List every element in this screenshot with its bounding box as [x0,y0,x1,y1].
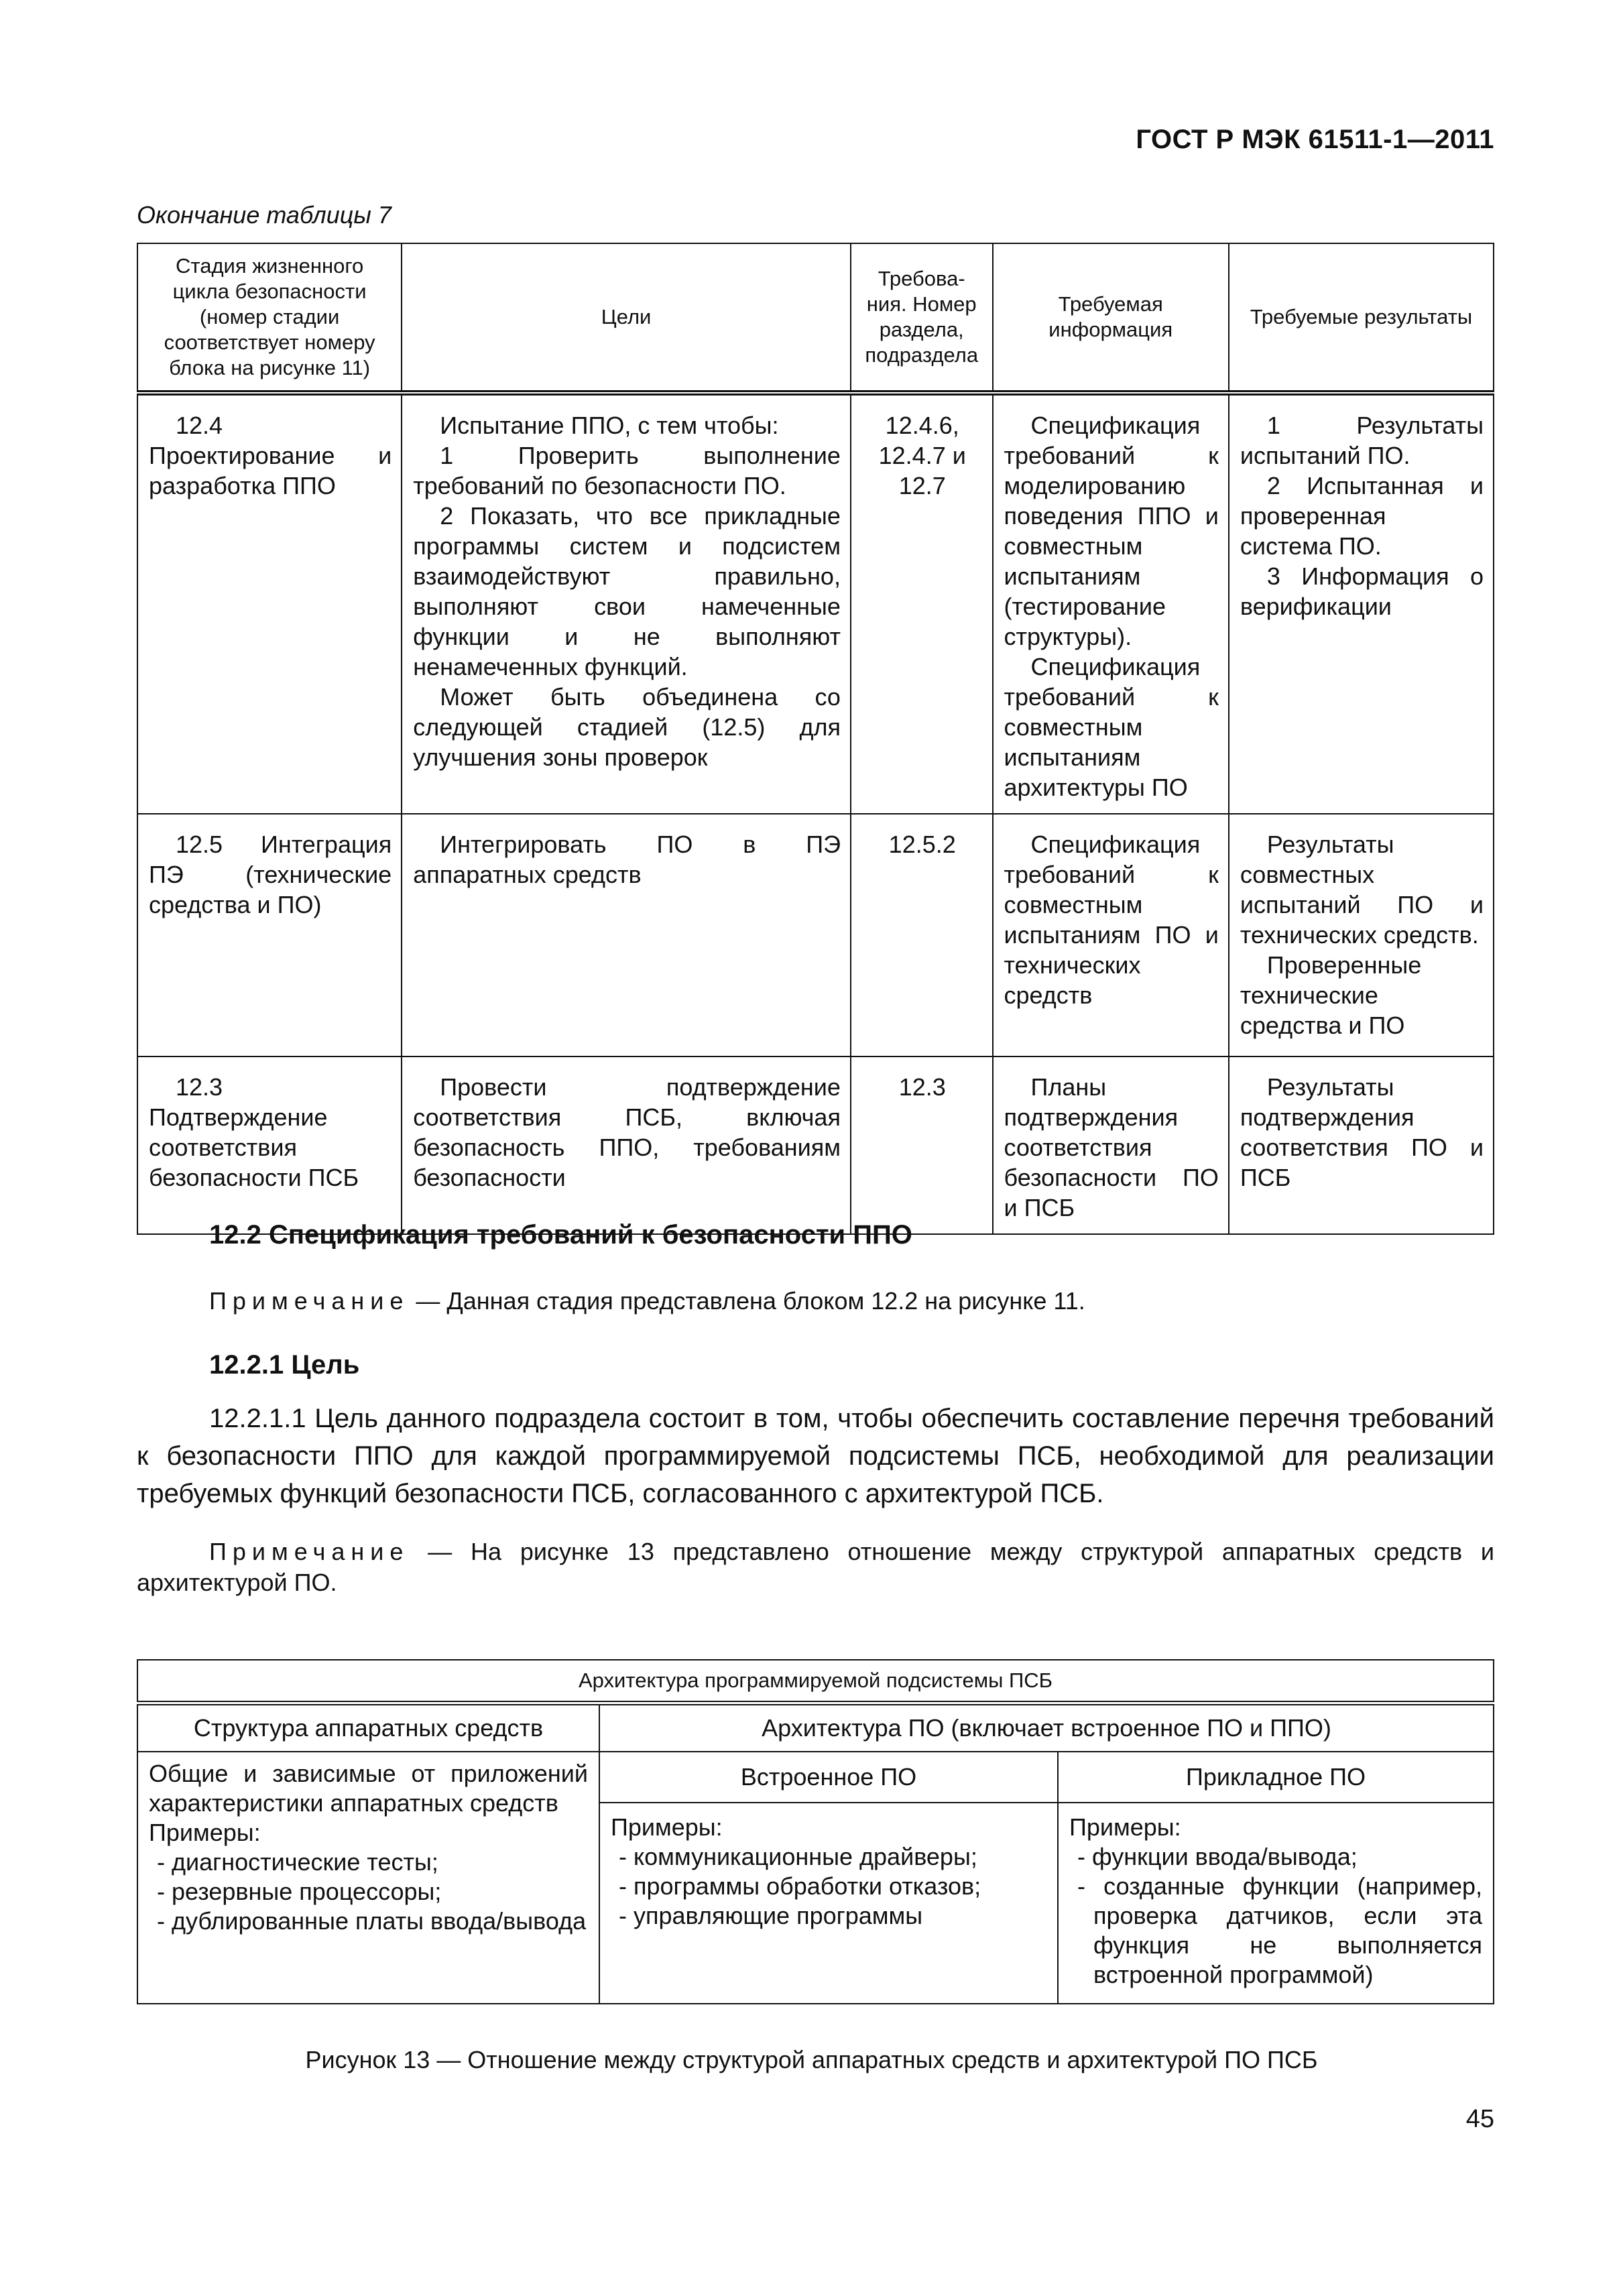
section-12-2-title: 12.2 Спецификация требований к безопасности ППО [209,1220,912,1250]
info-line: Спецификация требований к совместным испытаниям архитектуры ПО [1004,653,1219,801]
application-examples-label: Примеры: [1069,1813,1181,1841]
header-req-line: подраздела [865,343,979,367]
req-line: 12.4.7 и [878,442,966,469]
table-row [137,1056,1494,1234]
info-line: Спецификация требований к моделированию поведения ППО и совместным испытаниям (тестирование структуры). [1004,412,1219,650]
hw-cell [137,1752,599,2004]
list-item: - программы обработки отказов; [619,1872,981,1900]
hw-text: Общие и зависимые от приложений характеристики аппаратных средств [149,1759,588,1817]
document-header: ГОСТ Р МЭК 61511-1—2011 [1136,125,1494,154]
result-line: 3 Информация о верификации [1240,562,1484,620]
header-req-line: Требова- [878,267,965,290]
header-info: Требуемая информация [993,243,1229,393]
note-label: Примечание [209,1287,410,1315]
list-item: - дублированные платы ввода/вывода [157,1907,587,1935]
list-item: - диагностические тесты; [157,1848,438,1876]
cell-results [1229,814,1494,1056]
req-line: 12.5.2 [888,831,956,858]
hw-header: Структура аппаратных средств [137,1703,599,1752]
stage-text: 12.3 Подтверждение соответствия безопасности ПСБ [149,1073,359,1191]
figure-caption: Рисунок 13 — Отношение между структурой аппаратных средств и архитектурой ПО ПСБ [305,2046,1318,2073]
section-12-2-1-note [137,1536,1494,1598]
table-caption: Окончание таблицы 7 [137,201,392,229]
header-req-line: ния. Номер [866,292,977,316]
figure-title-row [137,1660,1494,1703]
goal-line: 2 Показать, что все прикладные программы систем и подсистем взаимодействуют правильно, выполняют свои намеченные функции и не выполняют ненамеченных функций. [413,502,841,680]
cell-requirements [851,1056,993,1234]
cell-info [993,814,1229,1056]
hw-examples-label: Примеры: [149,1818,261,1846]
header-requirements [851,243,993,393]
embedded-cell [599,1803,1058,2004]
table-row [137,814,1494,1056]
header-req-line: раздела, [879,318,964,341]
list-item: - управляющие программы [619,1901,923,1929]
result-line: 2 Испытанная и проверенная система ПО. [1240,472,1484,560]
info-line: Планы подтверждения соответствия безопасности ПО и ПСБ [1004,1073,1219,1221]
embedded-header: Встроенное ПО [599,1752,1058,1803]
table-row [137,393,1494,814]
goal-line: Испытание ППО, с тем чтобы: [440,412,779,439]
figure-body-row [137,1752,1494,1803]
cell-requirements [851,393,993,814]
cell-requirements [851,814,993,1056]
goal-line: Интегрировать ПО в ПЭ аппаратных средств [413,831,841,888]
note-text: — На рисунке 13 представлено отношение между структурой аппаратных средств и архитектурой ПО. [137,1538,1494,1596]
req-line: 12.3 [898,1073,946,1101]
cell-stage [137,393,402,814]
application-examples-list [1069,1842,1482,1990]
table-7 [137,243,1494,1235]
goal-line: Может быть объединена со следующей стадией (12.5) для улучшения зоны проверок [413,683,841,771]
stage-text: 12.4 Проектирование и разработка ППО [149,412,392,499]
result-line: 1 Результаты испытаний ПО. [1240,412,1484,469]
req-line: 12.7 [898,472,946,499]
sw-header: Архитектура ПО (включает встроенное ПО и ППО) [599,1703,1494,1752]
header-goals: Цели [402,243,851,393]
cell-results [1229,1056,1494,1234]
goal-line: Провести подтверждение соответствия ПСБ, включая безопасность ППО, требованиям безопасности [413,1073,841,1191]
req-line: 12.4.6, [885,412,959,439]
cell-stage [137,814,402,1056]
cell-results [1229,393,1494,814]
note-label: Примечание [209,1538,410,1565]
embedded-examples-list [611,1842,1046,1931]
list-item: - коммуникационные драйверы; [619,1842,977,1870]
result-line: Проверенные технические средства и ПО [1240,951,1422,1039]
cell-stage [137,1056,402,1234]
header-stage: Стадия жизненного цикла безопасности (номер стадии соответствует номеру блока на рисунке 11) [137,243,402,393]
cell-goals [402,1056,851,1234]
application-header: Прикладное ПО [1058,1752,1494,1803]
cell-info [993,393,1229,814]
goal-line: 1 Проверить выполнение требований по безопасности ПО. [413,442,841,499]
result-line: Результаты подтверждения соответствия ПО и ПСБ [1240,1073,1484,1191]
cell-info [993,1056,1229,1234]
page-number: 45 [1465,2105,1494,2133]
note-text: — Данная стадия представлена блоком 12.2 на рисунке 11. [409,1287,1085,1315]
table-header-row [137,243,1494,393]
list-item: - созданные функции (например, проверка датчиков, если эта функция не выполняется встроенной программой) [1077,1872,1482,1988]
figure-title: Архитектура программируемой подсистемы ПСБ [137,1660,1494,1703]
application-cell [1058,1803,1494,2004]
hw-examples-list [149,1848,588,1936]
figure-header-row [137,1703,1494,1752]
figure-13-table [137,1659,1494,2004]
cell-goals [402,814,851,1056]
result-line: Результаты совместных испытаний ПО и технических средств. [1240,831,1484,949]
stage-text: 12.5 Интеграция ПЭ (технические средства и ПО) [149,831,392,918]
section-12-2-note [137,1286,1494,1317]
cell-goals [402,393,851,814]
section-12-2-1-title: 12.2.1 Цель [209,1350,360,1380]
embedded-examples-label: Примеры: [611,1813,723,1841]
list-item: - резервные процессоры; [157,1877,442,1905]
info-line: Спецификация требований к совместным испытаниям ПО и технических средств [1004,831,1219,1009]
header-results: Требуемые результаты [1229,243,1494,393]
section-12-2-1-paragraph: 12.2.1.1 Цель данного подраздела состоит в том, чтобы обеспечить составление перечня требований к безопасности ППО для каждой программируемой подсистемы ПСБ, необходимой для реализации требуемых функций безопасности ПСБ, согласованного с архитектурой ПСБ. [137,1404,1494,1508]
list-item: - функции ввода/вывода; [1077,1842,1358,1870]
